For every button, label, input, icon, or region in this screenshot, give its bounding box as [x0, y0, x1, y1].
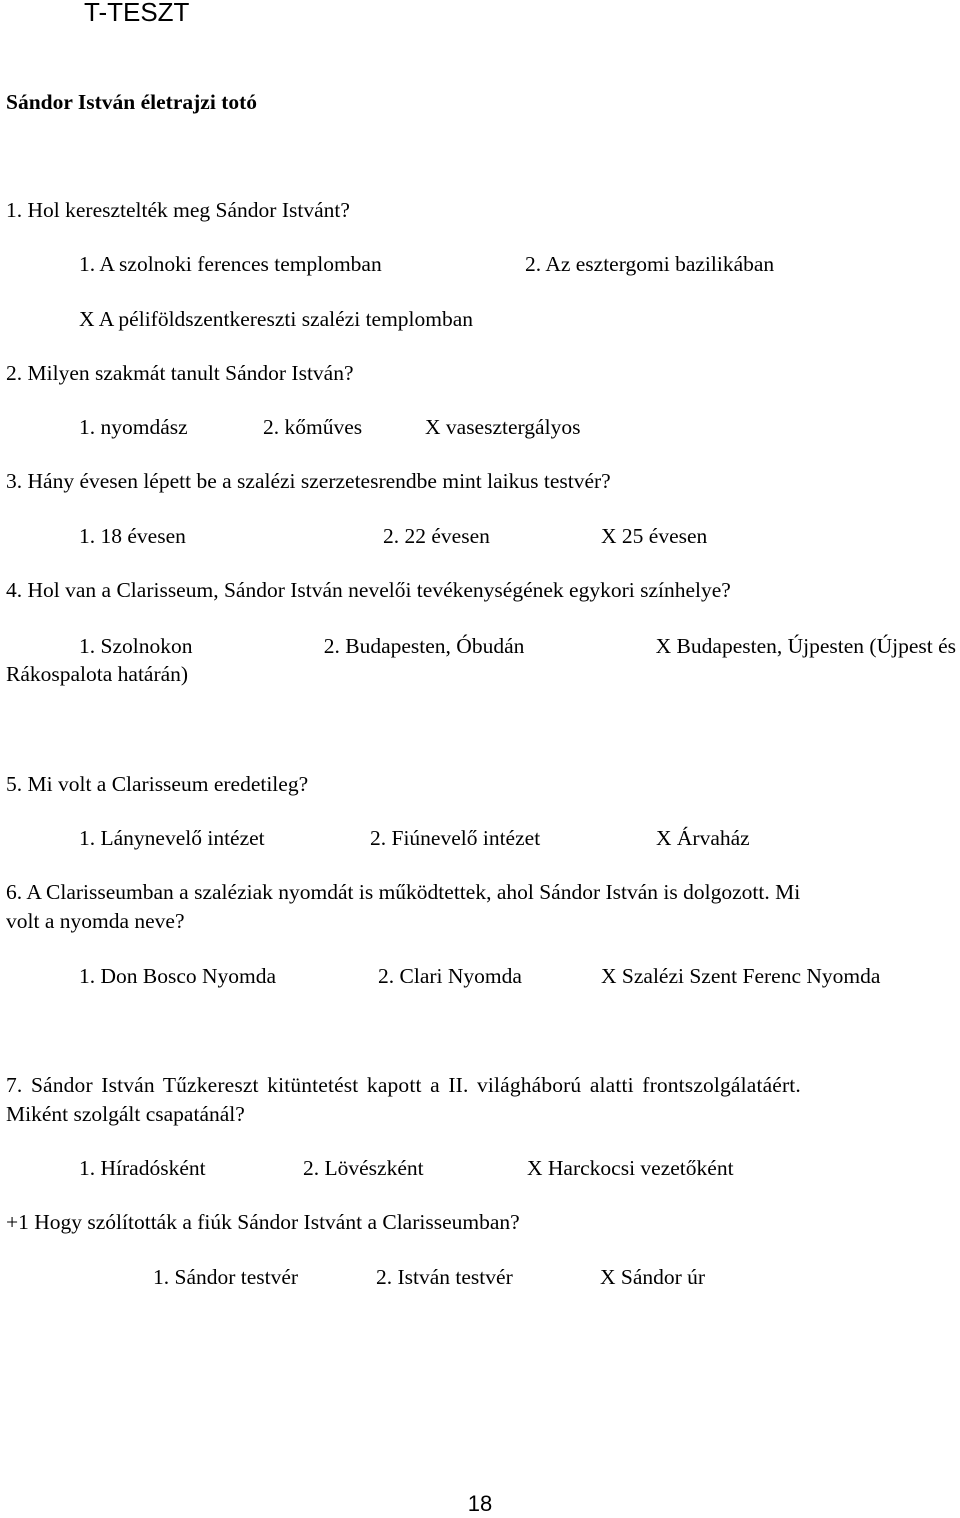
bonus-option-1: 1. Sándor testvér [153, 1265, 299, 1289]
q3-option-2: 2. 22 évesen [383, 524, 490, 548]
question-6-line-2: volt a nyomda neve? [6, 909, 185, 933]
q1-option-x: X A péliföldszentkereszti szalézi templomban [79, 307, 474, 331]
q2-option-1: 1. nyomdász [79, 415, 188, 439]
document-header: T-TESZT [84, 0, 190, 27]
question-5: 5. Mi volt a Clarisseum eredetileg? [6, 772, 309, 796]
document-title: Sándor István életrajzi totó [6, 90, 258, 114]
q3-option-x: X 25 évesen [601, 524, 708, 548]
q6-option-1: 1. Don Bosco Nyomda [79, 964, 277, 988]
question-6-text: 6. A Clarisseumban a szaléziak nyomdát is működtettek, ahol Sándor István is dolgozott. Mi [6, 880, 801, 904]
question-bonus: +1 Hogy szólították a fiúk Sándor Istvánt a Clarisseumban? [6, 1210, 520, 1234]
q1-option-1: 1. A szolnoki ferences templomban [79, 252, 382, 276]
q5-option-1: 1. Lánynevelő intézet [79, 826, 265, 850]
question-4: 4. Hol van a Clarisseum, Sándor István nevelői tevékenységének egykori színhelye? [6, 578, 731, 602]
q2-option-2: 2. kőműves [263, 415, 363, 439]
bonus-option-x: X Sándor úr [600, 1265, 706, 1289]
q2-option-x: X vasesztergályos [425, 415, 581, 439]
q7-option-x: X Harckocsi vezetőként [527, 1156, 734, 1180]
q6-option-2: 2. Clari Nyomda [378, 964, 522, 988]
q1-option-2: 2. Az esztergomi bazilikában [525, 252, 775, 276]
question-3: 3. Hány évesen lépett be a szalézi szerzetesrendbe mint laikus testvér? [6, 469, 611, 493]
page-number: 18 [467, 1491, 493, 1516]
q4-option-2: 2. Budapesten, Óbudán [323, 634, 525, 658]
question-7-line-1: 7. Sándor István Tűzkereszt kitüntetést kapott a II. világháború alatti frontszolgálatáért. [6, 1073, 801, 1097]
bonus-option-2: 2. István testvér [376, 1265, 513, 1289]
q4-option-x-continued: Rákospalota határán) [6, 662, 189, 686]
question-2: 2. Milyen szakmát tanult Sándor István? [6, 361, 354, 385]
question-7-line-2: Miként szolgált csapatánál? [6, 1102, 245, 1126]
q7-option-2: 2. Lövészként [303, 1156, 424, 1180]
q4-option-1: 1. Szolnokon [79, 634, 193, 658]
q6-option-x: X Szalézi Szent Ferenc Nyomda [601, 964, 881, 988]
q4-options-row [6, 632, 956, 660]
question-1: 1. Hol keresztelték meg Sándor Istvánt? [6, 198, 350, 222]
q5-option-2: 2. Fiúnevelő intézet [370, 826, 541, 850]
q3-option-1: 1. 18 évesen [79, 524, 186, 548]
question-6-line-1 [6, 878, 956, 906]
q4-option-x: X Budapesten, Újpesten (Újpest és [655, 634, 956, 658]
q7-option-1: 1. Híradósként [79, 1156, 206, 1180]
q5-option-x: X Árvaház [656, 826, 750, 850]
